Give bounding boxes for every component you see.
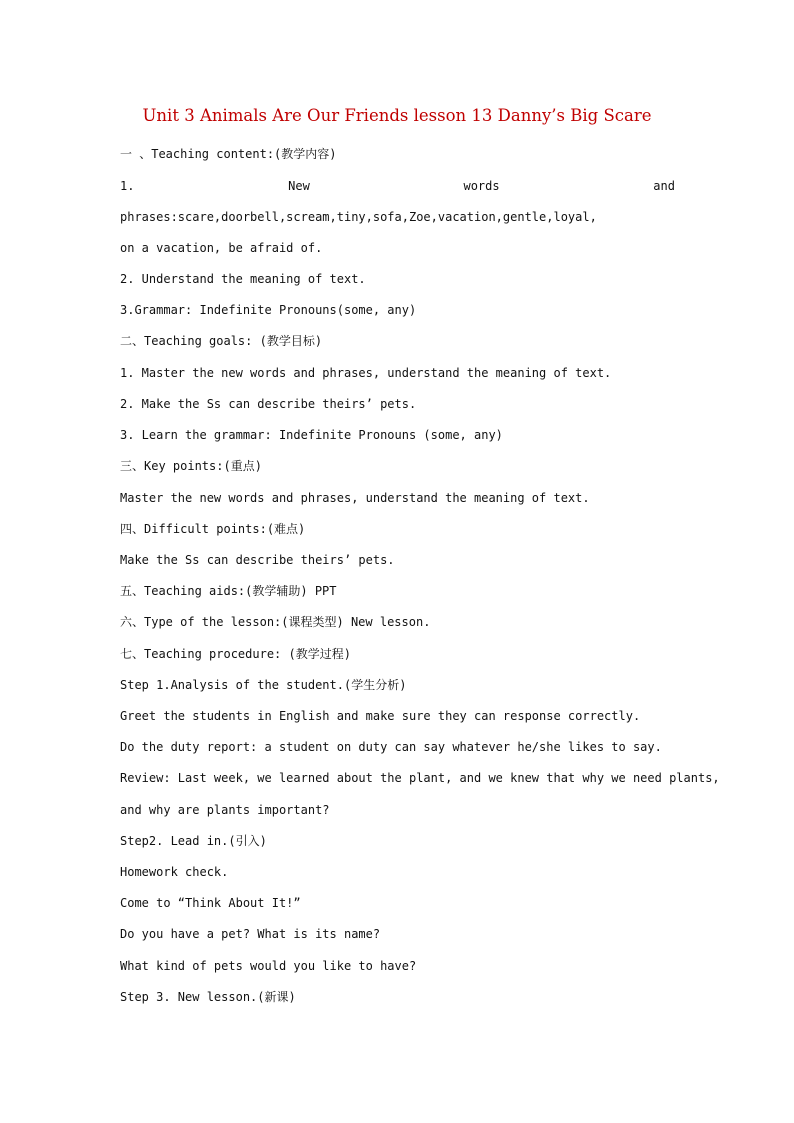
goals-item-3: 3. Learn the grammar: Indefinite Pronouns (some, any) [120, 428, 503, 442]
lesson-type: 六、Type of the lesson:(课程类型) New lesson. [120, 615, 431, 629]
content-item-1-part: words [463, 179, 500, 193]
step-2-line-3: Do you have a pet? What is its name? [120, 927, 381, 941]
goals-item-2: 2. Make the Ss can describe theirs’ pets. [120, 397, 417, 411]
difficult-points-text: Make the Ss can describe theirs’ pets. [120, 553, 395, 567]
content-item-1-part: 1. [120, 179, 135, 193]
step-1-heading: Step 1.Analysis of the student.(学生分析) [120, 678, 407, 692]
content-item-2: 2. Understand the meaning of text. [120, 272, 366, 286]
content-item-1-continued-2: on a vacation, be afraid of. [120, 241, 323, 255]
step-2-line-2: Come to “Think About It!” [120, 896, 301, 910]
goals-item-1: 1. Master the new words and phrases, understand the meaning of text. [120, 366, 612, 380]
step-1-line-3: Review: Last week, we learned about the plant, and we knew that why we need plants, [120, 771, 720, 785]
step-1-line-2: Do the duty report: a student on duty can say whatever he/she likes to say. [120, 740, 662, 754]
key-points-heading: 三、Key points:(重点) [120, 459, 262, 473]
step-1-line-4: and why are plants important? [120, 803, 330, 817]
goals-heading: 二、Teaching goals: (教学目标) [120, 334, 323, 348]
difficult-points-heading: 四、Difficult points:(难点) [120, 522, 306, 536]
step-2-heading: Step2. Lead in.(引入) [120, 834, 267, 848]
key-points-text: Master the new words and phrases, understand the meaning of text. [120, 491, 590, 505]
step-2-line-4: What kind of pets would you like to have? [120, 959, 417, 973]
step-1-line-1: Greet the students in English and make sure they can response correctly. [120, 709, 641, 723]
content-heading: 一 、Teaching content:(教学内容) [120, 147, 337, 161]
step-3-heading: Step 3. New lesson.(新课) [120, 990, 296, 1004]
procedure-heading: 七、Teaching procedure: (教学过程) [120, 647, 351, 661]
content-item-1-continued: phrases:scare,doorbell,scream,tiny,sofa,Zoe,vacation,gentle,loyal, [120, 210, 597, 224]
content-item-1 [120, 178, 675, 194]
step-2-line-1: Homework check. [120, 865, 229, 879]
document-title: Unit 3 Animals Are Our Friends lesson 13 Danny’s Big Scare [142, 106, 652, 125]
content-item-1-part: New [288, 179, 310, 193]
content-item-3: 3.Grammar: Indefinite Pronouns(some, any) [120, 303, 417, 317]
content-item-1-part: and [653, 179, 675, 193]
teaching-aids: 五、Teaching aids:(教学辅助) PPT [120, 584, 337, 598]
